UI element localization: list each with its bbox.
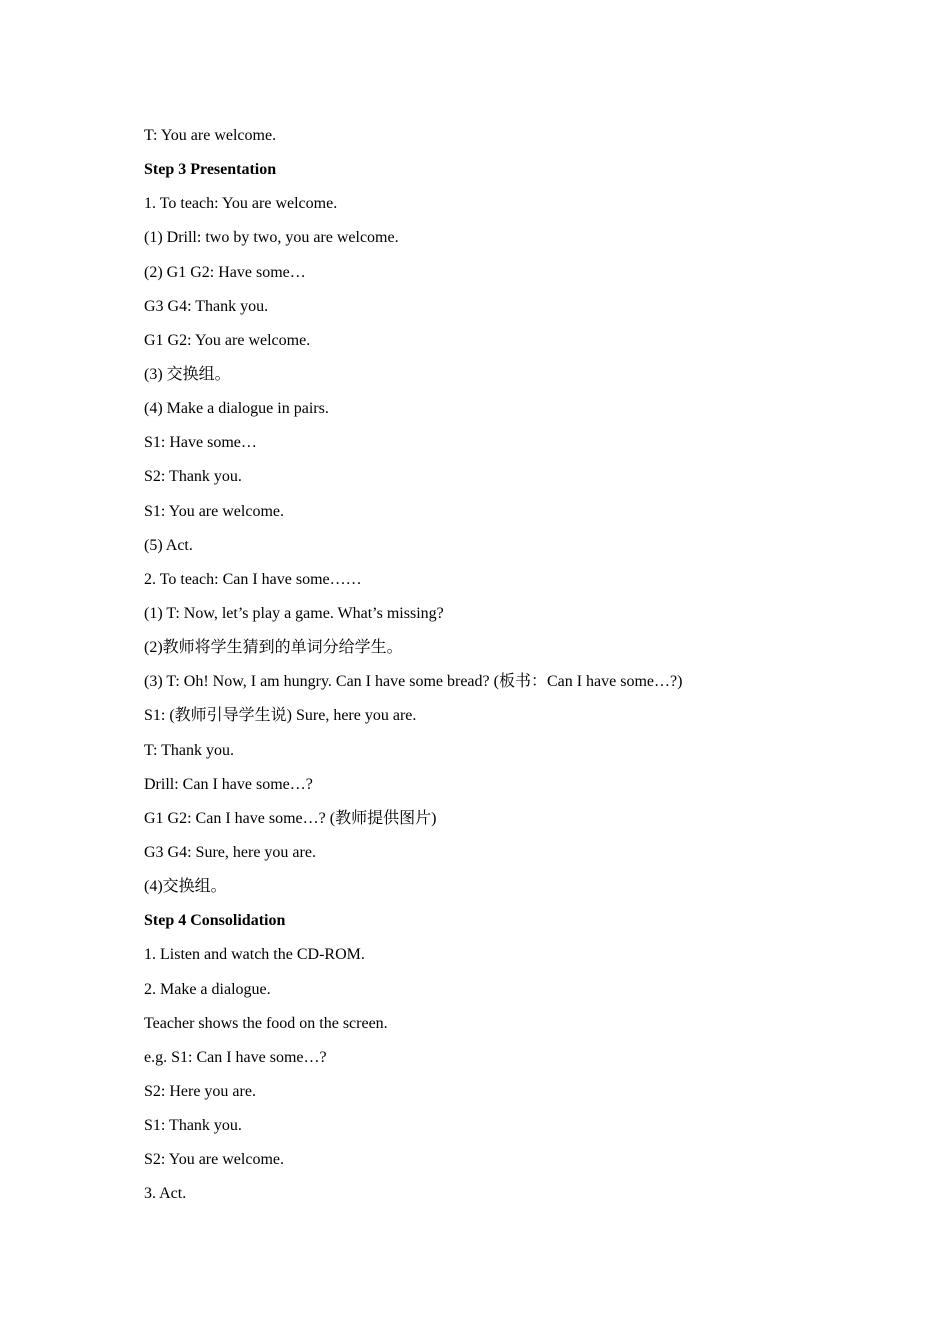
text-line: S1: (教师引导学生说) Sure, here you are.: [144, 707, 417, 725]
text-line: Teacher shows the food on the screen.: [144, 1014, 388, 1032]
text-line: 1. To teach: You are welcome.: [144, 195, 338, 213]
text-line: S1: Have some…: [144, 434, 257, 452]
text-line: (5) Act.: [144, 536, 193, 554]
text-line: S1: Thank you.: [144, 1117, 242, 1135]
text-line: (3) T: Oh! Now, I am hungry. Can I have some bread? (板书：Can I have some…?): [144, 673, 683, 691]
text-line: S1: You are welcome.: [144, 502, 284, 520]
text-line: 3. Act.: [144, 1185, 187, 1203]
section-heading: Step 3 Presentation: [144, 161, 277, 179]
text-line: e.g. S1: Can I have some…?: [144, 1048, 327, 1066]
text-line: 1. Listen and watch the CD-ROM.: [144, 946, 365, 964]
text-line: G1 G2: Can I have some…? (教师提供图片): [144, 809, 437, 827]
document-body: [144, 126, 824, 1219]
text-line: T: Thank you.: [144, 741, 235, 759]
text-line: 2. Make a dialogue.: [144, 980, 271, 998]
text-line: (4) Make a dialogue in pairs.: [144, 400, 329, 418]
text-line: T: You are welcome.: [144, 127, 277, 144]
text-line: S2: Thank you.: [144, 468, 242, 486]
text-line: (3) 交换组。: [144, 365, 231, 383]
section-heading: Step 4 Consolidation: [144, 912, 286, 930]
text-line: (1) Drill: two by two, you are welcome.: [144, 229, 399, 247]
text-line: (2) G1 G2: Have some…: [144, 263, 306, 281]
text-line: Drill: Can I have some…?: [144, 775, 313, 793]
text-line: S2: Here you are.: [144, 1082, 256, 1100]
text-line: S2: You are welcome.: [144, 1151, 284, 1169]
text-line: G3 G4: Thank you.: [144, 297, 269, 315]
text-line: (1) T: Now, let’s play a game. What’s missing?: [144, 604, 444, 622]
text-line: (4)交换组。: [144, 878, 227, 896]
text-line: (2)教师将学生猜到的单词分给学生。: [144, 639, 403, 657]
text-line: G3 G4: Sure, here you are.: [144, 843, 316, 861]
text-line: G1 G2: You are welcome.: [144, 331, 311, 349]
text-line: 2. To teach: Can I have some……: [144, 570, 362, 588]
